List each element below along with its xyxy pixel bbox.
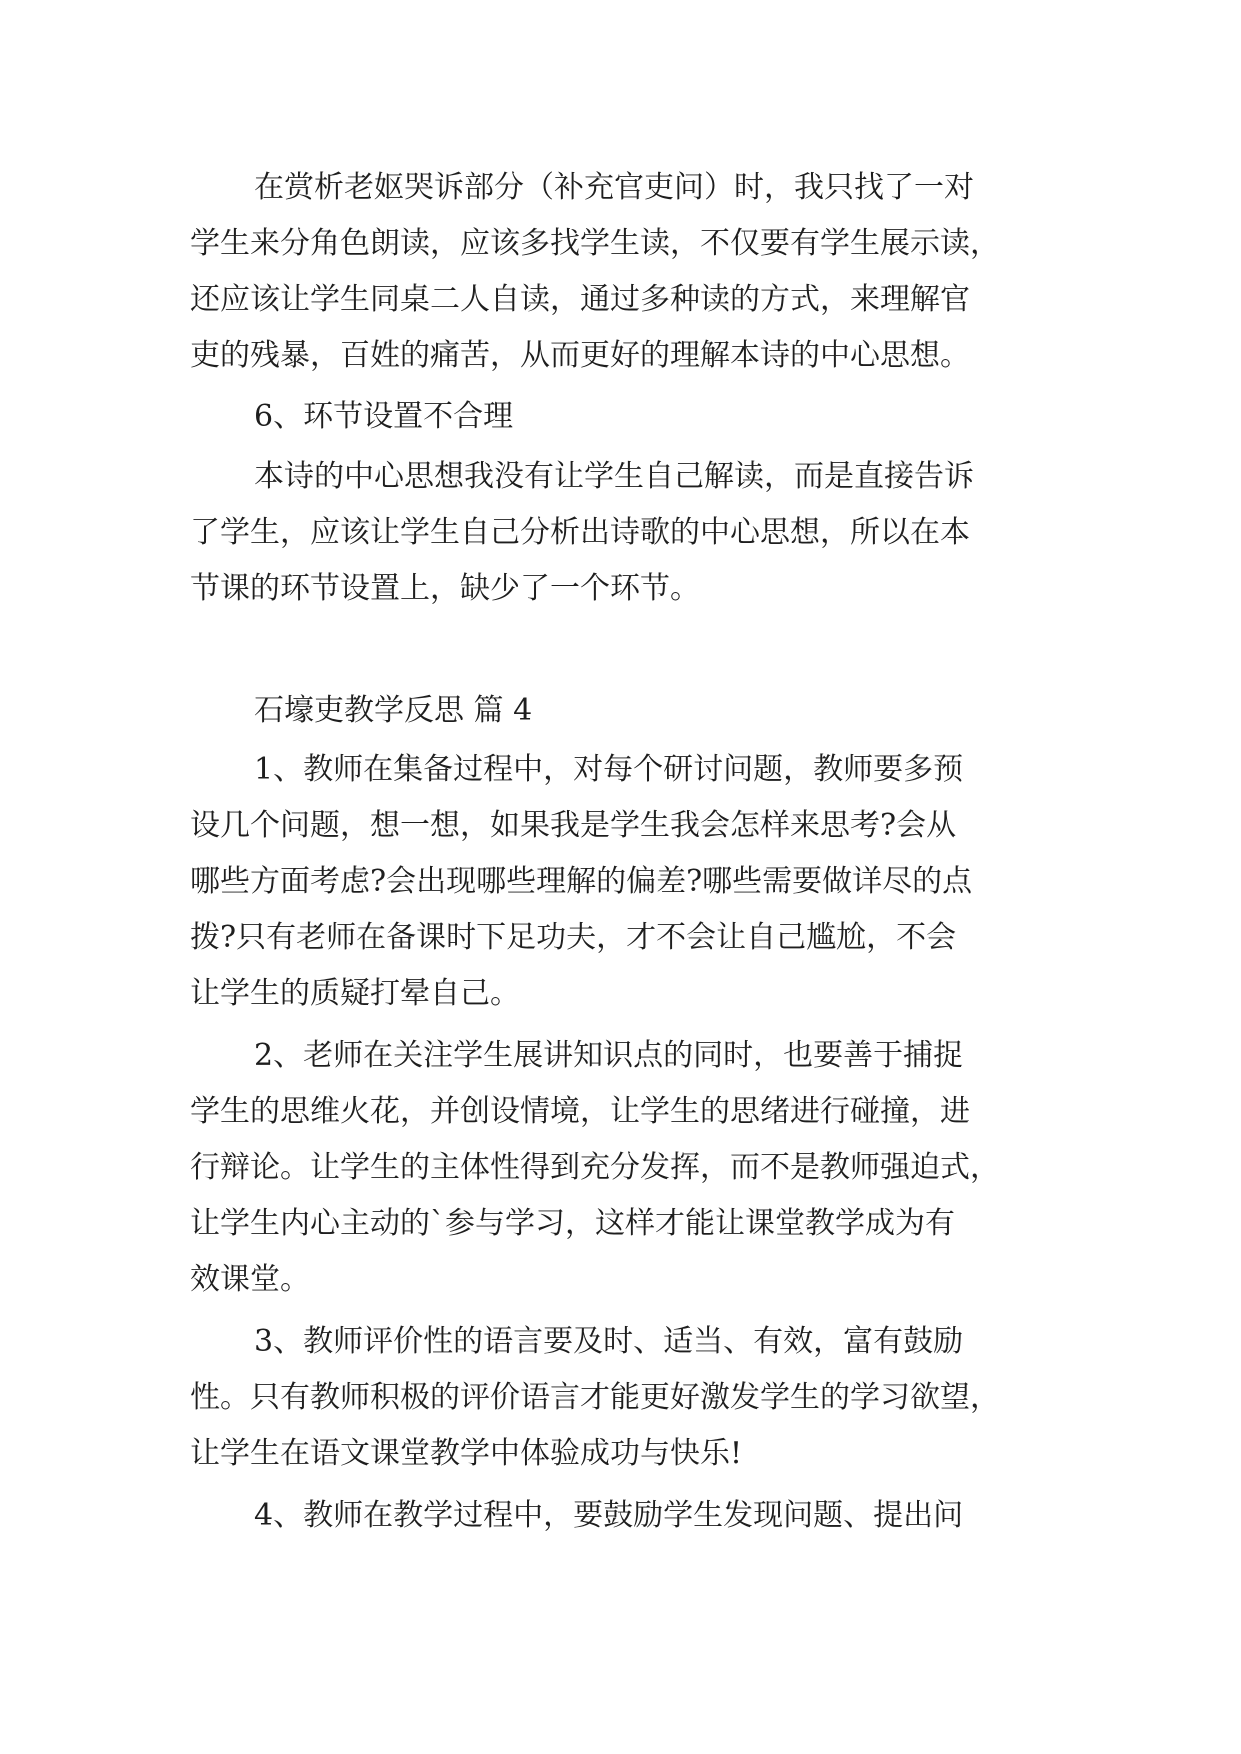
paragraph-line: 效课堂。 <box>190 1262 310 1297</box>
paragraph-line: 还应该让学生同桌二人自读，通过多种读的方式，来理解官 <box>190 282 970 317</box>
article-title: 石壕吏教学反思 篇 4 <box>254 693 533 728</box>
paragraph-line: 学生来分角色朗读，应该多找学生读，不仅要有学生展示读， <box>190 226 1000 261</box>
paragraph-line: 本诗的中心思想我没有让学生自己解读，而是直接告诉 <box>254 459 974 494</box>
paragraph-line: 吏的残暴，百姓的痛苦，从而更好的理解本诗的中心思想。 <box>190 338 970 373</box>
paragraph-line: 在赏析老妪哭诉部分（补充官吏问）时，我只找了一对 <box>254 170 974 205</box>
paragraph-line: 了学生，应该让学生自己分析出诗歌的中心思想，所以在本 <box>190 515 970 550</box>
paragraph-line: 设几个问题，想一想，如果我是学生我会怎样来思考?会从 <box>190 808 957 843</box>
paragraph-line: 拨?只有老师在备课时下足功夫，才不会让自己尴尬，不会 <box>190 920 957 955</box>
paragraph-line: 2、老师在关注学生展讲知识点的同时，也要善于捕捉 <box>254 1038 964 1073</box>
paragraph-line: 让学生的质疑打晕自己。 <box>190 976 520 1011</box>
paragraph-line: 学生的思维火花，并创设情境，让学生的思绪进行碰撞，进 <box>190 1094 970 1129</box>
paragraph-line: 节课的环节设置上，缺少了一个环节。 <box>190 571 700 606</box>
paragraph-line: 4、教师在教学过程中，要鼓励学生发现问题、提出问 <box>254 1498 964 1533</box>
paragraph-line: 性。只有教师积极的评价语言才能更好激发学生的学习欲望， <box>190 1380 1000 1415</box>
paragraph-line: 让学生内心主动的`参与学习，这样才能让课堂教学成为有 <box>190 1206 955 1241</box>
item-heading: 6、环节设置不合理 <box>254 399 514 434</box>
paragraph-line: 行辩论。让学生的主体性得到充分发挥，而不是教师强迫式， <box>190 1150 1000 1185</box>
paragraph-line: 3、教师评价性的语言要及时、适当、有效，富有鼓励 <box>254 1324 964 1359</box>
paragraph-line: 1、教师在集备过程中，对每个研讨问题，教师要多预 <box>254 752 964 787</box>
paragraph-line: 哪些方面考虑?会出现哪些理解的偏差?哪些需要做详尽的点 <box>190 864 973 899</box>
paragraph-line: 让学生在语文课堂教学中体验成功与快乐! <box>190 1436 743 1471</box>
